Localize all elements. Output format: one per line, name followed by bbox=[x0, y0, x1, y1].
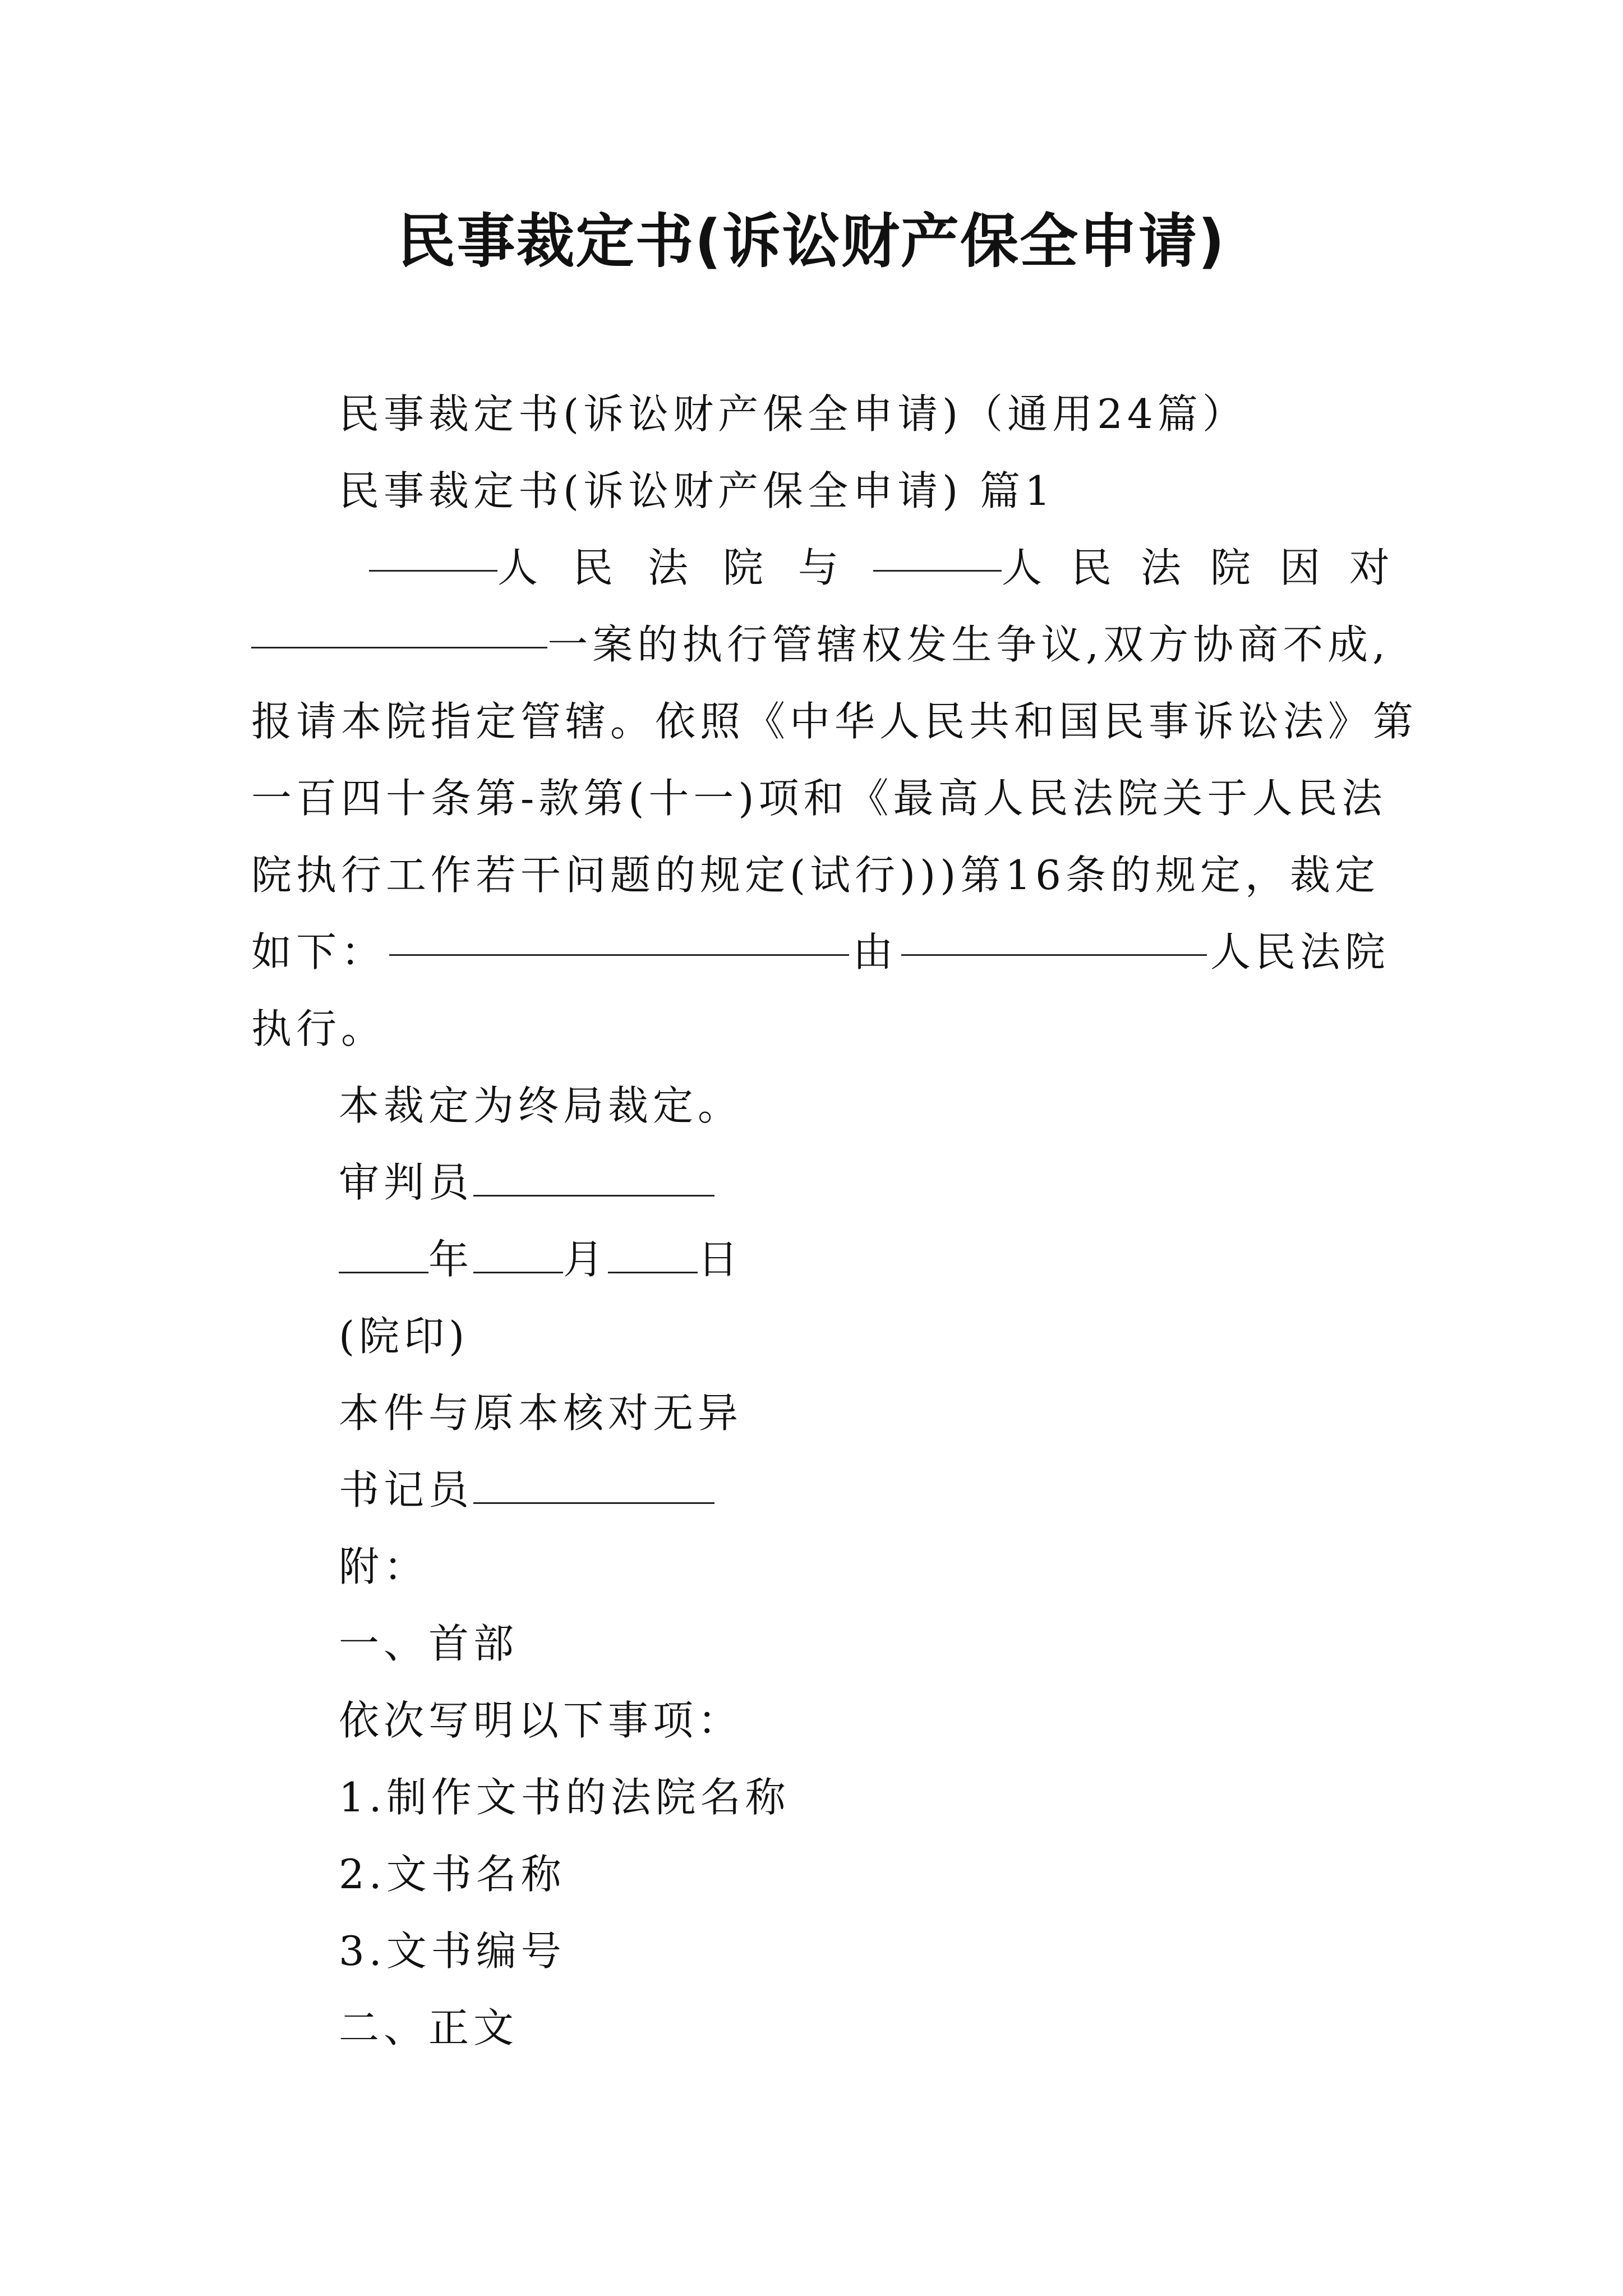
paragraph-row-3: 报请本院指定管辖。依照《中华人民共和国民事诉讼法》第 bbox=[251, 698, 1418, 745]
blank-court-1 bbox=[369, 530, 497, 572]
paragraph-row-2 bbox=[251, 606, 1390, 683]
verified-note: 本件与原本核对无异 bbox=[339, 1389, 743, 1437]
judge-label: 审判员 bbox=[339, 1159, 474, 1206]
blank-case bbox=[251, 606, 547, 648]
blank-year bbox=[339, 1231, 428, 1273]
paragraph-text: 人民法院因对 bbox=[1001, 544, 1419, 591]
paragraph-row-4: 一百四十条第-款第(十一)项和《最高人民法院关于人民法 bbox=[251, 775, 1387, 822]
paragraph-row-5: 院执行工作若干问题的规定(试行)))第16条的规定，裁定 bbox=[251, 852, 1380, 899]
court-seal: (院印) bbox=[339, 1313, 469, 1360]
document-title: 民事裁定书(诉讼财产保全申请) bbox=[397, 207, 1226, 275]
clerk-label: 书记员 bbox=[339, 1466, 474, 1513]
blank-court-2 bbox=[873, 530, 1002, 572]
document-body bbox=[251, 376, 1419, 2067]
paragraph-text: 人民法院 bbox=[1210, 928, 1390, 976]
section-heading: 民事裁定书(诉讼财产保全申请) 篇1 bbox=[339, 467, 1055, 514]
judge-signature bbox=[251, 1144, 1390, 1221]
blank-month bbox=[473, 1231, 563, 1273]
date-line bbox=[251, 1221, 1390, 1298]
paragraph-row-6 bbox=[251, 914, 1390, 991]
section-2-heading: 二、正文 bbox=[339, 2004, 519, 2051]
paragraph-row-1 bbox=[251, 530, 1419, 606]
blank-executing-court bbox=[901, 914, 1207, 956]
paragraph-text: 由 bbox=[852, 928, 898, 976]
year-label: 年 bbox=[428, 1236, 474, 1283]
blank-clerk bbox=[473, 1462, 714, 1504]
subtitle: 民事裁定书(诉讼财产保全申请)（通用24篇） bbox=[339, 390, 1247, 438]
day-label: 日 bbox=[698, 1236, 743, 1283]
blank-day bbox=[608, 1231, 698, 1273]
paragraph-text: 如下： bbox=[251, 928, 386, 976]
section-1-heading: 一、首部 bbox=[339, 1620, 519, 1667]
final-ruling: 本裁定为终局裁定。 bbox=[339, 1082, 743, 1129]
month-label: 月 bbox=[563, 1236, 608, 1283]
paragraph-row-7: 执行。 bbox=[251, 1005, 386, 1052]
blank-judge bbox=[473, 1154, 714, 1197]
section-1-intro: 依次写明以下事项： bbox=[339, 1697, 743, 1744]
clerk-signature bbox=[251, 1452, 1390, 1529]
list-item: 3.文书编号 bbox=[339, 1927, 566, 1975]
paragraph-text: 一案的执行管辖权发生争议,双方协商不成, bbox=[547, 621, 1390, 668]
list-item: 2.文书名称 bbox=[339, 1851, 566, 1898]
paragraph-text: 人民法院与 bbox=[497, 544, 873, 591]
appendix-heading: 附： bbox=[339, 1543, 429, 1590]
list-item: 1.制作文书的法院名称 bbox=[339, 1774, 790, 1821]
blank-ruling bbox=[389, 914, 849, 956]
